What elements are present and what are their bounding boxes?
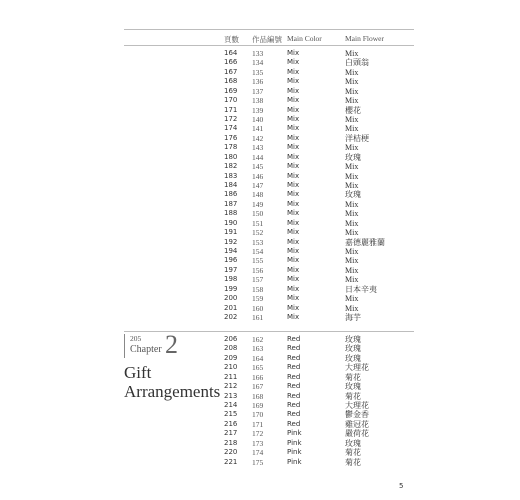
cell-work: 148: [252, 190, 264, 200]
cell-color: Mix: [287, 228, 300, 237]
cell-work: 167: [252, 382, 264, 392]
cell-flower: 玫瑰: [345, 335, 361, 344]
table-row: [0, 294, 520, 303]
cell-work: 165: [252, 363, 264, 373]
cell-flower: 櫻花: [345, 105, 361, 115]
cell-work: 164: [252, 353, 264, 363]
cell-page: 197: [224, 265, 238, 274]
cell-color: Mix: [287, 256, 300, 265]
cell-work: 175: [252, 457, 264, 467]
table-row: [0, 77, 520, 86]
cell-flower: Mix: [345, 218, 359, 228]
cell-work: 171: [252, 419, 264, 429]
cell-page: 217: [224, 429, 238, 438]
header-work-number: 作品編號: [252, 35, 282, 44]
cell-flower: 玫瑰: [345, 190, 361, 200]
cell-work: 152: [252, 228, 264, 238]
cell-work: 136: [252, 77, 264, 87]
cell-page: 170: [224, 96, 238, 105]
cell-color: Mix: [287, 237, 300, 246]
cell-page: 202: [224, 313, 238, 322]
table-row: [0, 115, 520, 124]
table-row: [0, 420, 520, 429]
table-row: [0, 49, 520, 58]
cell-color: Red: [287, 419, 301, 428]
table-row: [0, 68, 520, 77]
table-row: [0, 429, 520, 438]
cell-flower: Mix: [345, 143, 359, 153]
cell-color: Mix: [287, 162, 300, 171]
table-row: [0, 200, 520, 209]
cell-color: Red: [287, 363, 301, 372]
cell-page: 171: [224, 105, 238, 114]
table-row: [0, 153, 520, 162]
cell-color: Red: [287, 401, 301, 409]
cell-flower: Mix: [345, 209, 359, 219]
cell-page: 221: [224, 457, 238, 466]
cell-color: Mix: [287, 190, 300, 199]
table-row: [0, 448, 520, 457]
cell-flower: 菊花: [345, 391, 361, 401]
cell-work: 146: [252, 171, 264, 181]
table-row: [0, 392, 520, 401]
cell-color: Red: [287, 344, 301, 353]
cell-page: 201: [224, 303, 238, 312]
cell-page: 215: [224, 410, 238, 419]
cell-work: 142: [252, 133, 264, 143]
cell-work: 162: [252, 335, 264, 344]
table-row: [0, 58, 520, 67]
cell-page: 196: [224, 256, 238, 265]
cell-flower: 海芋: [345, 313, 361, 323]
cell-color: Red: [287, 335, 301, 343]
cell-flower: 玫瑰: [345, 353, 361, 363]
chapter-word: Chapter: [130, 344, 162, 355]
chapter-marker: [124, 330, 178, 359]
cell-page: 172: [224, 115, 238, 123]
table-row: [0, 275, 520, 284]
cell-flower: 嘉德麗雅蘭: [345, 237, 385, 247]
cell-flower: 雞冠花: [345, 419, 369, 429]
table-row: [0, 354, 520, 363]
cell-page: 209: [224, 353, 238, 362]
cell-page: 176: [224, 133, 238, 142]
header-main-color: Main Color: [287, 34, 322, 43]
cell-color: Mix: [287, 313, 300, 322]
table-row: [0, 134, 520, 143]
cell-color: Mix: [287, 265, 300, 274]
table-row: [0, 124, 520, 133]
table-row: [0, 335, 520, 344]
table-row: [0, 266, 520, 275]
cell-work: 168: [252, 391, 264, 401]
cell-work: 158: [252, 284, 264, 294]
cell-flower: 日本辛夷: [345, 284, 377, 294]
cell-page: 220: [224, 448, 238, 457]
cell-color: Mix: [287, 171, 300, 180]
cell-work: 139: [252, 105, 264, 115]
cell-color: Red: [287, 391, 301, 400]
cell-work: 134: [252, 58, 264, 68]
cell-work: 170: [252, 410, 264, 420]
cell-flower: 嚴荷花: [345, 429, 369, 439]
cell-flower: Mix: [345, 256, 359, 266]
cell-flower: Mix: [345, 228, 359, 238]
table-row: [0, 143, 520, 152]
cell-page: 183: [224, 171, 238, 180]
cell-work: 163: [252, 344, 264, 354]
cell-flower: Mix: [345, 162, 359, 172]
cell-flower: 玫瑰: [345, 438, 361, 448]
cell-flower: Mix: [345, 96, 359, 106]
cell-work: 143: [252, 143, 264, 153]
header-main-flower: Main Flower: [345, 34, 384, 43]
cell-color: Mix: [287, 152, 300, 161]
header-page: 頁數: [224, 35, 239, 44]
cell-flower: 白頭翁: [345, 58, 369, 68]
cell-work: 150: [252, 209, 264, 219]
cell-page: 184: [224, 181, 238, 190]
cell-work: 151: [252, 218, 264, 228]
cell-color: Red: [287, 410, 301, 419]
cell-color: Red: [287, 353, 301, 362]
cell-work: 141: [252, 124, 264, 134]
cell-flower: Mix: [345, 247, 359, 257]
cell-page: 180: [224, 152, 238, 161]
cell-work: 144: [252, 152, 264, 162]
table-row: [0, 87, 520, 96]
cell-work: 159: [252, 294, 264, 304]
cell-flower: 洋桔梗: [345, 133, 369, 143]
cell-page: 190: [224, 218, 238, 227]
cell-color: Mix: [287, 105, 300, 114]
cell-flower: Mix: [345, 171, 359, 181]
cell-work: 147: [252, 181, 264, 191]
cell-work: 153: [252, 237, 264, 247]
cell-page: 218: [224, 438, 238, 447]
cell-flower: 菊花: [345, 457, 361, 467]
chapter-title: [124, 363, 220, 401]
cell-page: 200: [224, 294, 238, 303]
cell-work: 138: [252, 96, 264, 106]
cell-color: Mix: [287, 115, 300, 123]
cell-page: 182: [224, 162, 238, 171]
cell-work: 173: [252, 438, 264, 448]
cell-page: 187: [224, 199, 238, 208]
table-row: [0, 363, 520, 372]
cell-page: 212: [224, 382, 238, 391]
cell-work: 145: [252, 162, 264, 172]
table-row: [0, 228, 520, 237]
cell-page: 206: [224, 335, 238, 343]
table-row: [0, 344, 520, 353]
table-row: [0, 382, 520, 391]
cell-page: 214: [224, 401, 238, 409]
chapter-number: 2: [165, 330, 178, 359]
table-row: [0, 256, 520, 265]
cell-flower: 大理花: [345, 363, 369, 373]
cell-page: 167: [224, 67, 238, 76]
cell-work: 154: [252, 247, 264, 257]
cell-color: Mix: [287, 124, 300, 133]
cell-color: Mix: [287, 143, 300, 152]
cell-page: 213: [224, 391, 238, 400]
cell-work: 140: [252, 115, 264, 124]
cell-work: 135: [252, 67, 264, 77]
cell-page: 168: [224, 77, 238, 86]
cell-color: Mix: [287, 275, 300, 284]
cell-color: Mix: [287, 86, 300, 95]
table-row: [0, 401, 520, 410]
cell-page: 198: [224, 275, 238, 284]
cell-work: 166: [252, 372, 264, 382]
cell-color: Mix: [287, 58, 300, 67]
cell-color: Mix: [287, 209, 300, 218]
table-row: [0, 410, 520, 419]
page-number: 5: [399, 482, 404, 490]
cell-color: Mix: [287, 181, 300, 190]
cell-color: Mix: [287, 133, 300, 142]
table-row: [0, 190, 520, 199]
table-row: [0, 247, 520, 256]
cell-page: 216: [224, 419, 238, 428]
cell-color: Pink: [287, 429, 302, 438]
cell-color: Mix: [287, 199, 300, 208]
table-row: [0, 313, 520, 322]
cell-color: Pink: [287, 438, 302, 447]
table-row: [0, 373, 520, 382]
cell-flower: Mix: [345, 67, 359, 77]
cell-color: Pink: [287, 448, 302, 457]
cell-flower: Mix: [345, 294, 359, 304]
cell-flower: 菊花: [345, 372, 361, 382]
cell-flower: Mix: [345, 199, 359, 209]
table-row: [0, 209, 520, 218]
cell-flower: 玫瑰: [345, 382, 361, 392]
cell-color: Mix: [287, 67, 300, 76]
cell-flower: Mix: [345, 115, 359, 124]
cell-page: 166: [224, 58, 238, 67]
cell-page: 208: [224, 344, 238, 353]
cell-flower: 鬱金香: [345, 410, 369, 420]
table-row: [0, 458, 520, 467]
cell-work: 157: [252, 275, 264, 285]
cell-flower: Mix: [345, 265, 359, 275]
cell-page: 210: [224, 363, 238, 372]
cell-color: Mix: [287, 247, 300, 256]
cell-color: Pink: [287, 457, 302, 466]
cell-flower: Mix: [345, 303, 359, 313]
cell-page: 192: [224, 237, 238, 246]
cell-flower: Mix: [345, 124, 359, 134]
table-row: [0, 304, 520, 313]
table-row: [0, 219, 520, 228]
cell-flower: Mix: [345, 275, 359, 285]
table-row: [0, 181, 520, 190]
cell-page: 211: [224, 372, 238, 381]
cell-work: 174: [252, 448, 264, 458]
cell-color: Mix: [287, 284, 300, 293]
table-row: [0, 96, 520, 105]
cell-color: Mix: [287, 218, 300, 227]
cell-color: Mix: [287, 49, 300, 57]
cell-work: 133: [252, 49, 264, 58]
cell-page: 164: [224, 49, 238, 57]
cell-page: 186: [224, 190, 238, 199]
cell-color: Mix: [287, 294, 300, 303]
chapter-title-line1: Gift: [124, 363, 152, 382]
cell-work: 149: [252, 199, 264, 209]
table-row: [0, 162, 520, 171]
cell-color: Mix: [287, 77, 300, 86]
table-row: [0, 439, 520, 448]
cell-flower: Mix: [345, 86, 359, 96]
cell-page: 178: [224, 143, 238, 152]
chapter-title-line2: Arrangements: [124, 382, 221, 401]
cell-page: 191: [224, 228, 238, 237]
cell-page: 169: [224, 86, 238, 95]
cell-page: 174: [224, 124, 238, 133]
cell-page: 194: [224, 247, 238, 256]
cell-work: 169: [252, 401, 264, 410]
cell-color: Mix: [287, 303, 300, 312]
cell-flower: 大理花: [345, 401, 369, 410]
cell-color: Red: [287, 372, 301, 381]
cell-flower: Mix: [345, 49, 359, 58]
cell-flower: Mix: [345, 77, 359, 87]
cell-page: 188: [224, 209, 238, 218]
table-row: [0, 285, 520, 294]
cell-flower: 菊花: [345, 448, 361, 458]
table-row: [0, 238, 520, 247]
cell-work: 160: [252, 303, 264, 313]
cell-work: 155: [252, 256, 264, 266]
chapter-page: 205: [130, 334, 142, 343]
table-row: [0, 106, 520, 115]
cell-page: 199: [224, 284, 238, 293]
table-row: [0, 172, 520, 181]
cell-flower: Mix: [345, 181, 359, 191]
cell-color: Mix: [287, 96, 300, 105]
cell-flower: 玫瑰: [345, 152, 361, 162]
cell-flower: 玫瑰: [345, 344, 361, 354]
cell-color: Red: [287, 382, 301, 391]
cell-work: 172: [252, 429, 264, 439]
cell-work: 156: [252, 265, 264, 275]
cell-work: 137: [252, 86, 264, 96]
cell-work: 161: [252, 313, 264, 323]
